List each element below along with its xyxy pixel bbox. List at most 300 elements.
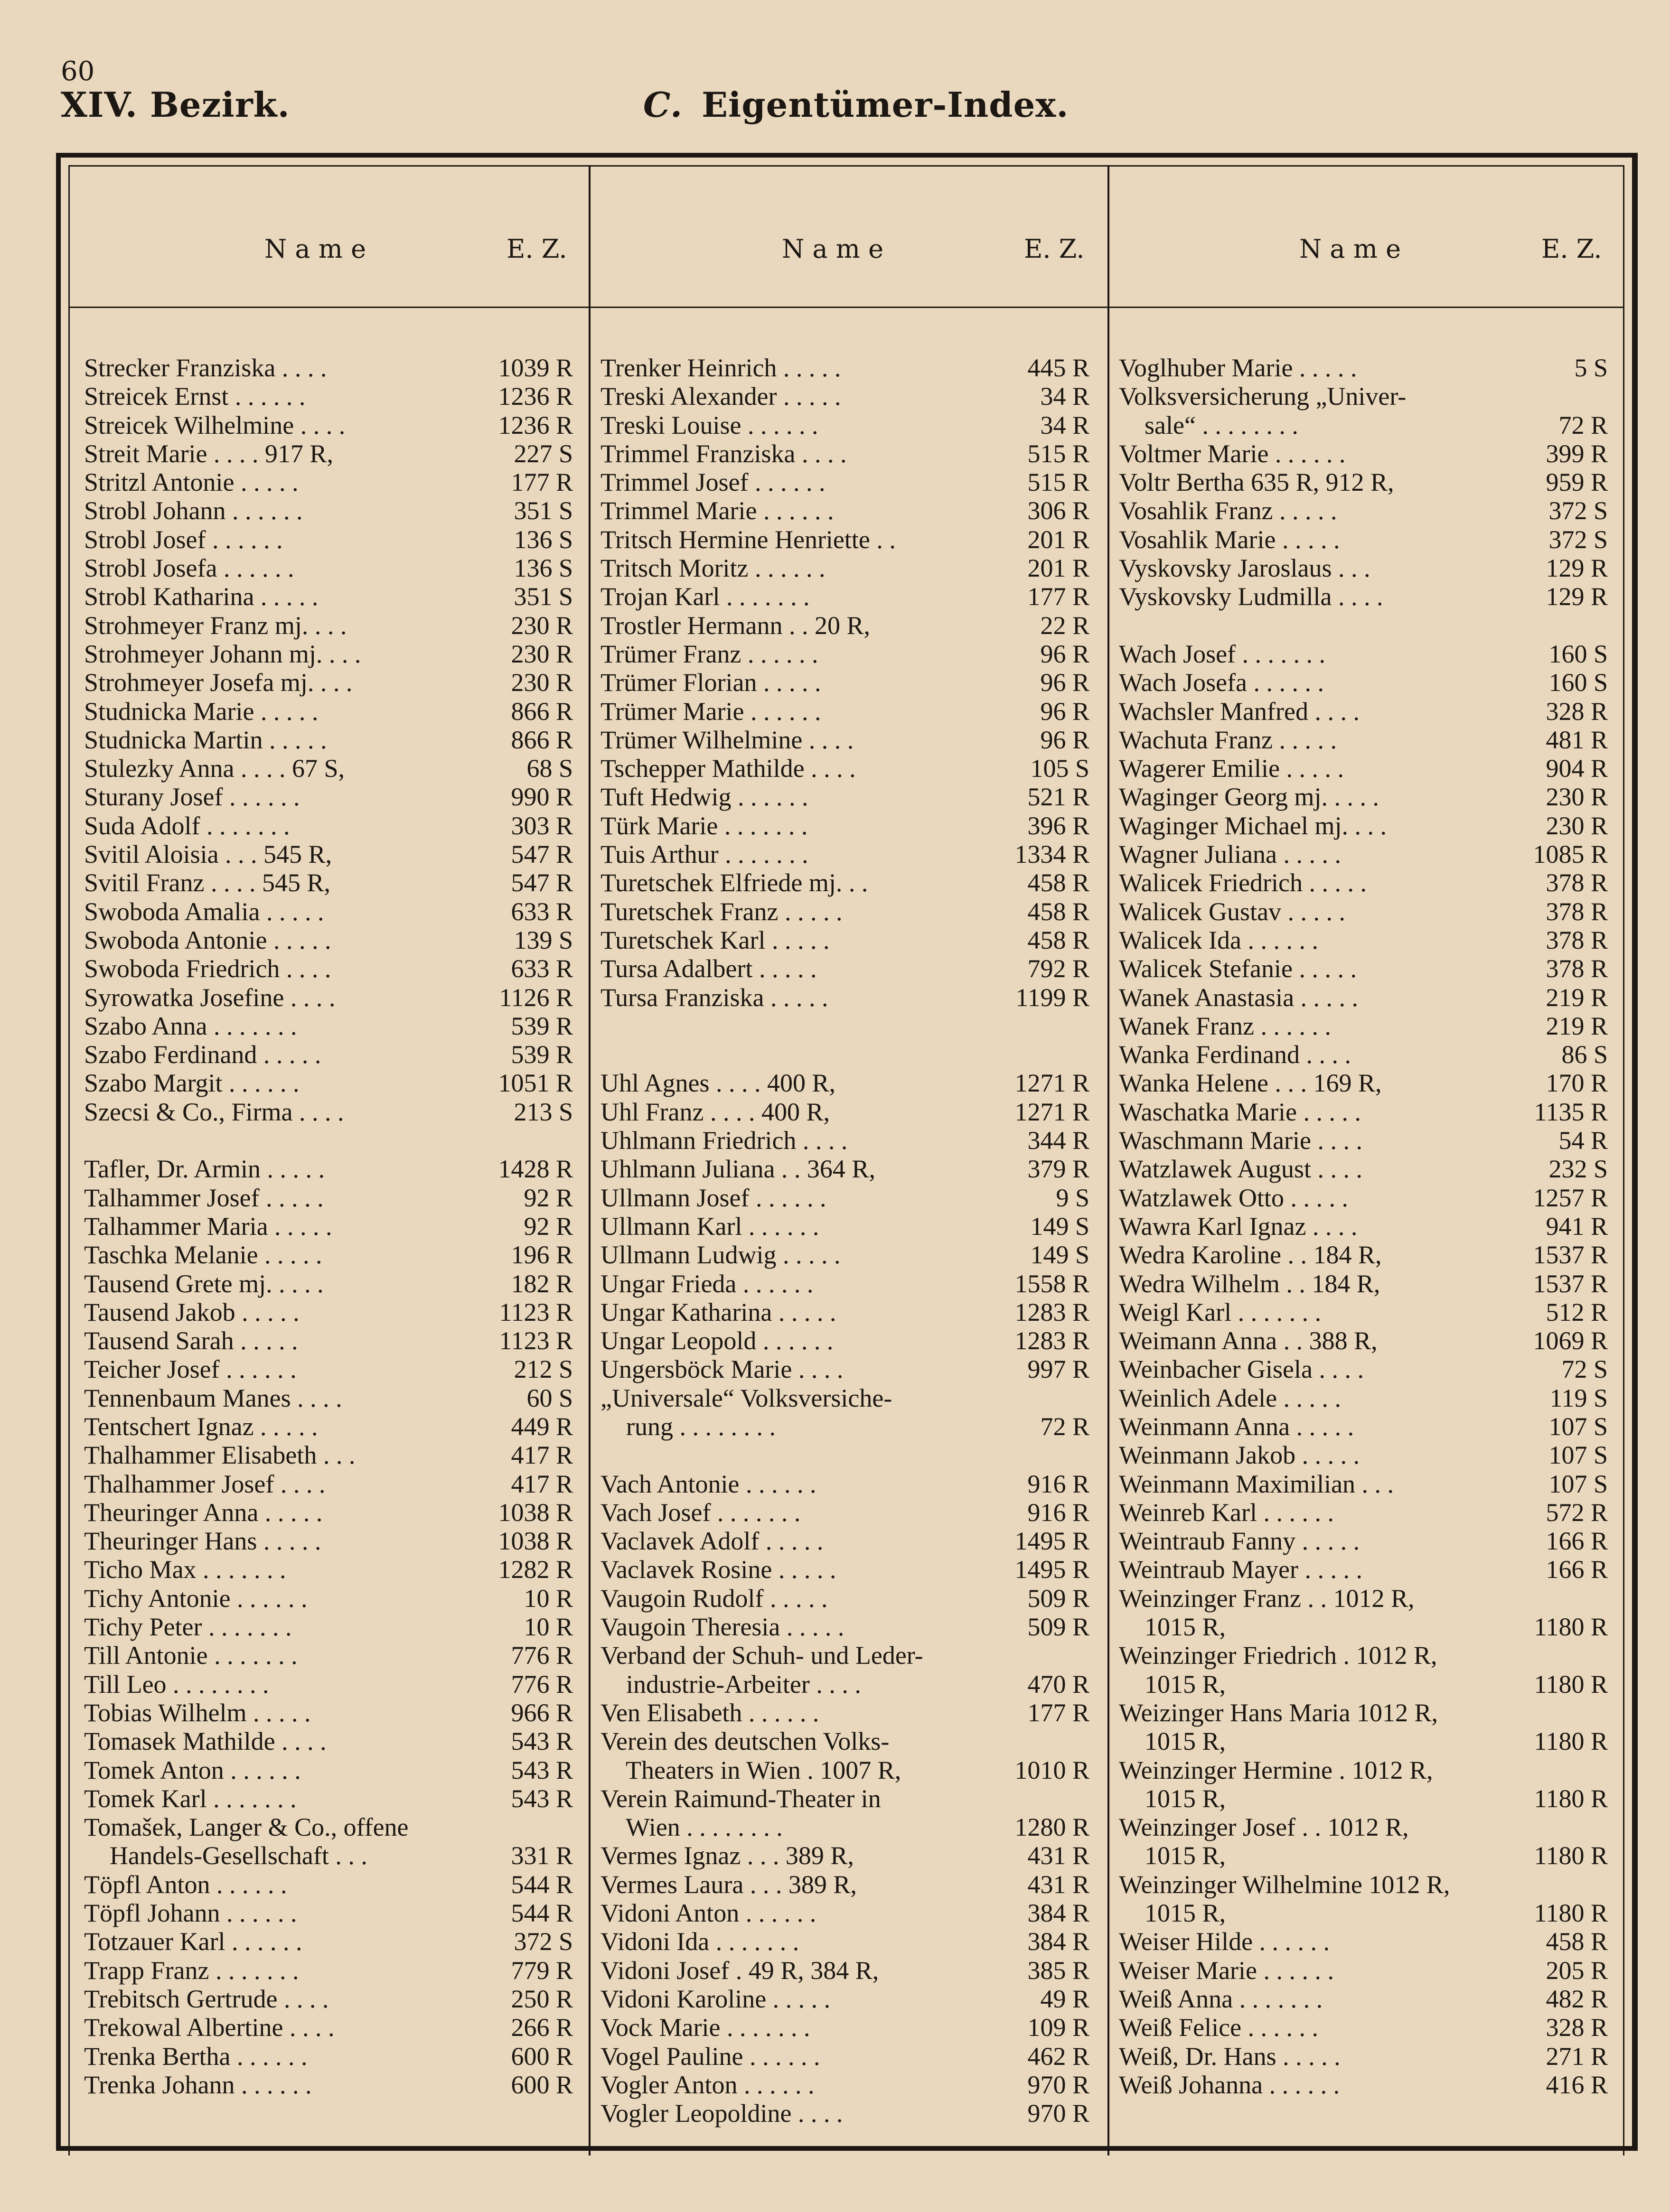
index-entry <box>1119 1098 1608 1126</box>
entry-name: Tomasek Mathilde . . . . <box>84 1727 327 1756</box>
entry-name: Ungersböck Marie . . . . <box>600 1355 844 1384</box>
entry-name: Weinreb Karl . . . . . . <box>1119 1498 1334 1527</box>
index-entry <box>1119 783 1608 811</box>
index-entry <box>600 983 1089 1012</box>
entry-ez: 1537 R <box>1533 1269 1608 1298</box>
index-entry <box>1119 1126 1608 1155</box>
entry-ez: 22 R <box>1040 611 1089 640</box>
entry-name: Weinzinger Friedrich . 1012 R, <box>1119 1641 1437 1670</box>
entry-ez: 1051 R <box>498 1069 573 1098</box>
entry-ez: 68 S <box>526 754 573 783</box>
entry-name: Ungar Katharina . . . . . <box>600 1297 836 1326</box>
entry-ez: 166 R <box>1546 1527 1608 1556</box>
entry-ez: 458 R <box>1027 897 1089 926</box>
index-entry <box>1119 1040 1608 1069</box>
entry-ez: 1038 R <box>498 1498 573 1527</box>
index-entry <box>1119 1298 1608 1326</box>
entry-ez: 136 S <box>514 554 573 583</box>
entry-name: Vidoni Josef . 49 R, 384 R, <box>600 1956 879 1985</box>
index-entry <box>84 1441 573 1469</box>
index-entry <box>1119 1269 1608 1298</box>
entry-name: Swoboda Antonie . . . . . <box>84 925 331 954</box>
entry-name: „Universale“ Volksversiche- <box>600 1383 892 1412</box>
entry-ez: 1537 R <box>1533 1241 1608 1269</box>
index-entry <box>600 2013 1089 2042</box>
column-divider-2 <box>1107 167 1109 2156</box>
entry-name: Volksversicherung „Univer- <box>1119 382 1407 411</box>
entry-name: Trojan Karl . . . . . . . <box>600 582 810 611</box>
index-entry <box>1119 1784 1608 1813</box>
entry-ez: 509 R <box>1027 1584 1089 1613</box>
index-entry <box>1119 812 1608 840</box>
entry-name: Vyskovsky Jaroslaus . . . <box>1119 554 1370 583</box>
index-entry <box>600 1184 1089 1212</box>
entry-ez: 213 S <box>514 1097 573 1126</box>
index-entry <box>600 640 1089 668</box>
index-entry <box>600 1899 1089 1927</box>
index-entry <box>600 668 1089 697</box>
entry-name: Weinzinger Josef . . 1012 R, <box>1119 1813 1409 1842</box>
entry-name: Tomašek, Langer & Co., offene <box>84 1813 409 1842</box>
entry-ez: 129 R <box>1546 582 1608 611</box>
index-entry <box>600 1441 1089 1469</box>
index-entry <box>84 1956 573 1985</box>
index-entry <box>84 1727 573 1755</box>
index-entry <box>1119 1727 1608 1755</box>
entry-name: Vosahlik Marie . . . . . <box>1119 525 1340 554</box>
index-entry <box>600 726 1089 754</box>
entry-name: Wach Josef . . . . . . . <box>1119 639 1326 668</box>
entry-name: 1015 R, <box>1119 1841 1226 1870</box>
entry-ez: 1180 R <box>1534 1670 1608 1699</box>
entry-ez: 177 R <box>1027 582 1089 611</box>
index-entry <box>1119 2071 1608 2099</box>
entry-name: Vock Marie . . . . . . . <box>600 2013 810 2042</box>
entry-ez: 219 R <box>1546 983 1608 1012</box>
entry-ez: 166 R <box>1546 1555 1608 1584</box>
entry-name: Wachuta Franz . . . . . <box>1119 725 1337 754</box>
entry-name: Weiß, Dr. Hans . . . . . <box>1119 2042 1341 2071</box>
index-entry <box>1119 868 1608 897</box>
entry-ez: 34 R <box>1040 411 1089 439</box>
entry-ez: 306 R <box>1027 496 1089 525</box>
entry-name: Trebitsch Gertrude . . . . <box>84 1984 329 2013</box>
index-entry <box>600 354 1089 382</box>
entry-name: Tomek Anton . . . . . . <box>84 1755 301 1784</box>
entry-ez: 230 R <box>511 611 573 640</box>
index-entry <box>600 1098 1089 1126</box>
entry-ez: 105 S <box>1030 754 1089 783</box>
entry-ez: 399 R <box>1546 439 1608 468</box>
entry-name: Walicek Stefanie . . . . . <box>1119 954 1357 983</box>
entry-ez: 96 R <box>1040 639 1089 668</box>
entry-ez: 72 R <box>1040 1412 1089 1441</box>
index-entry <box>1119 1584 1608 1613</box>
index-entry <box>84 1098 573 1126</box>
index-entry <box>1119 1069 1608 1097</box>
col1-ez-header: E. Z. <box>507 234 567 264</box>
index-entry <box>1119 2013 1608 2042</box>
entry-ez: 396 R <box>1027 811 1089 840</box>
entry-name: Weizinger Hans Maria 1012 R, <box>1119 1698 1438 1727</box>
entry-name: Tentschert Ignaz . . . . . <box>84 1412 318 1441</box>
entry-name: Verein des deutschen Volks- <box>600 1727 890 1756</box>
index-entry <box>1119 1241 1608 1269</box>
entry-ez: 1199 R <box>1015 983 1089 1012</box>
index-entry <box>1119 1155 1608 1183</box>
index-entry <box>600 1927 1089 1956</box>
entry-name: Trenka Johann . . . . . . <box>84 2070 312 2099</box>
entry-ez: 1039 R <box>498 354 573 382</box>
entry-ez: 129 R <box>1546 554 1608 583</box>
index-entry <box>1119 668 1608 697</box>
index-entry <box>84 1498 573 1527</box>
entry-name: Töpfl Johann . . . . . . <box>84 1899 297 1928</box>
entry-name: Theaters in Wien . 1007 R, <box>600 1755 901 1784</box>
index-entry <box>84 668 573 697</box>
entry-name: sale“ . . . . . . . . <box>1119 411 1298 439</box>
index-entry <box>600 1985 1089 2013</box>
entry-name: Stulezky Anna . . . . 67 S, <box>84 754 345 783</box>
entry-ez: 378 R <box>1546 868 1608 897</box>
entry-ez: 160 S <box>1548 668 1608 697</box>
index-entry <box>84 468 573 496</box>
entry-ez: 384 R <box>1027 1899 1089 1928</box>
index-entry <box>1119 1498 1608 1527</box>
entry-ez: 1180 R <box>1534 1784 1608 1813</box>
index-column-3 <box>1119 354 1608 2099</box>
index-entry <box>600 611 1089 640</box>
entry-name: Talhammer Josef . . . . . <box>84 1183 324 1212</box>
entry-ez: 1283 R <box>1014 1326 1089 1355</box>
index-entry <box>84 783 573 811</box>
entry-ez: 10 R <box>524 1613 573 1642</box>
index-entry <box>600 1384 1089 1412</box>
entry-name: Ullmann Josef . . . . . . <box>600 1183 826 1212</box>
index-entry <box>600 411 1089 439</box>
index-entry <box>1119 1412 1608 1441</box>
index-entry <box>600 1670 1089 1699</box>
district-heading: XIV. Bezirk. <box>61 84 290 125</box>
entry-ez: 1180 R <box>1534 1613 1608 1642</box>
entry-ez: 230 R <box>1546 811 1608 840</box>
index-entry <box>84 1298 573 1326</box>
col2-name-header: N a m e <box>782 234 884 264</box>
entry-ez: 1180 R <box>1534 1841 1608 1870</box>
index-entry <box>84 640 573 668</box>
entry-name: Vyskovsky Ludmilla . . . . <box>1119 582 1383 611</box>
entry-ez: 431 R <box>1027 1870 1089 1899</box>
entry-ez: 72 R <box>1558 411 1608 439</box>
entry-name: Weiser Marie . . . . . . <box>1119 1956 1334 1985</box>
entry-ez: 372 S <box>1548 496 1608 525</box>
entry-name: Weinzinger Wilhelmine 1012 R, <box>1119 1870 1450 1899</box>
index-entry <box>84 1212 573 1241</box>
index-entry <box>600 1870 1089 1899</box>
index-entry <box>84 496 573 525</box>
index-entry <box>1119 983 1608 1012</box>
index-entry <box>1119 1527 1608 1555</box>
section-heading <box>643 84 1069 125</box>
index-entry <box>1119 954 1608 983</box>
entry-ez: 1085 R <box>1533 840 1608 869</box>
index-entry <box>600 1613 1089 1641</box>
entry-ez: 515 R <box>1027 468 1089 497</box>
index-entry <box>600 2099 1089 2128</box>
entry-ez: 509 R <box>1027 1613 1089 1642</box>
entry-ez: 96 R <box>1040 668 1089 697</box>
index-entry <box>84 1641 573 1670</box>
entry-ez: 543 R <box>511 1755 573 1784</box>
index-entry <box>1119 897 1608 926</box>
entry-name: Trimmel Josef . . . . . . <box>600 468 826 497</box>
entry-name: Theuringer Anna . . . . . <box>84 1498 323 1527</box>
index-entry <box>600 1498 1089 1527</box>
index-entry <box>600 525 1089 554</box>
entry-ez: 139 S <box>514 925 573 954</box>
col1-name-header: N a m e <box>264 234 366 264</box>
index-entry <box>1119 582 1608 611</box>
entry-ez: 177 R <box>1027 1698 1089 1727</box>
entry-name: Strohmeyer Franz mj. . . . <box>84 611 347 640</box>
index-entry <box>84 2013 573 2042</box>
entry-name: Türk Marie . . . . . . . <box>600 811 808 840</box>
entry-name: Vermes Ignaz . . . 389 R, <box>600 1841 854 1870</box>
index-entry <box>84 2042 573 2071</box>
entry-name: Streit Marie . . . . 917 R, <box>84 439 333 468</box>
entry-ez: 792 R <box>1027 954 1089 983</box>
entry-ez: 107 S <box>1548 1412 1608 1441</box>
entry-name: Vach Josef . . . . . . . <box>600 1498 801 1527</box>
entry-ez: 866 R <box>511 697 573 726</box>
entry-name: 1015 R, <box>1119 1784 1226 1813</box>
entry-ez: 1280 R <box>1014 1813 1089 1842</box>
entry-name: Thalhammer Elisabeth . . . <box>84 1441 356 1470</box>
index-entry <box>1119 1355 1608 1383</box>
entry-name: Trapp Franz . . . . . . . <box>84 1956 299 1985</box>
entry-name: Weigl Karl . . . . . . . <box>1119 1297 1322 1326</box>
entry-name: Stritzl Antonie . . . . . <box>84 468 299 497</box>
index-entry <box>1119 1555 1608 1584</box>
entry-ez: 34 R <box>1040 382 1089 411</box>
index-entry <box>84 812 573 840</box>
entry-ez: 959 R <box>1546 468 1608 497</box>
index-entry <box>1119 2042 1608 2071</box>
index-entry <box>84 439 573 468</box>
index-entry <box>84 1899 573 1927</box>
entry-ez: 149 S <box>1030 1212 1089 1241</box>
entry-name: Ven Elisabeth . . . . . . <box>600 1698 819 1727</box>
entry-ez: 212 S <box>514 1355 573 1384</box>
index-entry <box>84 1613 573 1641</box>
entry-name: Treski Louise . . . . . . <box>600 411 818 439</box>
entry-name: Wagner Juliana . . . . . <box>1119 840 1342 869</box>
entry-name: Vidoni Anton . . . . . . <box>600 1899 816 1928</box>
entry-name: Weinzinger Franz . . 1012 R, <box>1119 1584 1415 1613</box>
entry-ez: 107 S <box>1548 1441 1608 1470</box>
index-entry <box>84 382 573 411</box>
index-entry <box>84 1584 573 1613</box>
entry-ez: 1282 R <box>498 1555 573 1584</box>
index-entry <box>600 1756 1089 1784</box>
entry-name: Ungar Frieda . . . . . . <box>600 1269 814 1298</box>
entry-ez: 1334 R <box>1014 840 1089 869</box>
entry-name: 1015 R, <box>1119 1727 1226 1756</box>
index-entry <box>600 783 1089 811</box>
index-entry <box>600 2042 1089 2071</box>
entry-ez: 941 R <box>1546 1212 1608 1241</box>
entry-ez: 600 R <box>511 2070 573 2099</box>
entry-name: Tschepper Mathilde . . . . <box>600 754 856 783</box>
index-entry <box>84 411 573 439</box>
index-entry <box>1119 554 1608 582</box>
entry-name: Trümer Florian . . . . . <box>600 668 821 697</box>
index-entry <box>1119 754 1608 783</box>
entry-name: Trenker Heinrich . . . . . <box>600 354 841 382</box>
entry-ez: 160 S <box>1548 639 1608 668</box>
entry-name: Weintraub Mayer . . . . . <box>1119 1555 1362 1584</box>
entry-name: Till Leo . . . . . . . . <box>84 1670 269 1699</box>
entry-name: Voglhuber Marie . . . . . <box>1119 354 1357 382</box>
index-entry <box>84 1813 573 1841</box>
entry-ez: 1236 R <box>498 411 573 439</box>
entry-ez: 1271 R <box>1014 1097 1089 1126</box>
index-entry <box>1119 1756 1608 1784</box>
entry-name: Uhlmann Friedrich . . . . <box>600 1126 848 1155</box>
entry-name: Wagerer Emilie . . . . . <box>1119 754 1344 783</box>
entry-ez: 271 R <box>1546 2042 1608 2071</box>
entry-ez: 351 S <box>514 582 573 611</box>
entry-name: Svitil Franz . . . . 545 R, <box>84 868 331 897</box>
index-entry <box>600 1269 1089 1298</box>
index-entry <box>1119 726 1608 754</box>
entry-ez: 481 R <box>1546 725 1608 754</box>
entry-ez: 378 R <box>1546 897 1608 926</box>
entry-ez: 331 R <box>511 1841 573 1870</box>
index-entry <box>84 1412 573 1441</box>
entry-name: Trostler Hermann . . 20 R, <box>600 611 870 640</box>
entry-ez: 219 R <box>1546 1011 1608 1040</box>
entry-ez: 1283 R <box>1014 1297 1089 1326</box>
entry-name: Strobl Johann . . . . . . <box>84 496 303 525</box>
entry-ez: 547 R <box>511 840 573 869</box>
entry-ez: 266 R <box>511 2013 573 2042</box>
entry-ez: 230 R <box>511 668 573 697</box>
entry-name: Weintraub Fanny . . . . . <box>1119 1527 1360 1556</box>
entry-name: Wanka Ferdinand . . . . <box>1119 1040 1351 1069</box>
entry-ez: 458 R <box>1027 925 1089 954</box>
entry-name: Verein Raimund-Theater in <box>600 1784 881 1813</box>
index-entry <box>1119 1326 1608 1355</box>
entry-name: Syrowatka Josefine . . . . <box>84 983 336 1012</box>
index-entry <box>84 1326 573 1355</box>
entry-ez: 539 R <box>511 1011 573 1040</box>
entry-name: Vaugoin Rudolf . . . . . <box>600 1584 828 1613</box>
index-entry <box>84 1269 573 1298</box>
entry-ez: 1180 R <box>1534 1899 1608 1928</box>
index-entry <box>1119 611 1608 640</box>
index-entry <box>1119 1641 1608 1670</box>
entry-ez: 521 R <box>1027 783 1089 812</box>
entry-name: Weinmann Jakob . . . . . <box>1119 1441 1360 1470</box>
entry-ez: 470 R <box>1027 1670 1089 1699</box>
entry-name: Weiß Johanna . . . . . . <box>1119 2070 1340 2099</box>
entry-ez: 230 R <box>1546 783 1608 812</box>
index-entry <box>84 554 573 582</box>
index-entry <box>84 582 573 611</box>
entry-name: Strohmeyer Josefa mj. . . . <box>84 668 353 697</box>
entry-name: Szabo Margit . . . . . . <box>84 1069 300 1098</box>
entry-ez: 1257 R <box>1533 1183 1608 1212</box>
entry-name: Wach Josefa . . . . . . <box>1119 668 1324 697</box>
entry-ez: 149 S <box>1030 1241 1089 1269</box>
entry-ez: 458 R <box>1546 1927 1608 1956</box>
entry-ez: 512 R <box>1546 1297 1608 1326</box>
entry-ez: 328 R <box>1546 2013 1608 2042</box>
entry-ez: 372 S <box>1548 525 1608 554</box>
col2-ez-header: E. Z. <box>1024 234 1085 264</box>
index-column-1 <box>84 354 573 2099</box>
index-entry <box>84 525 573 554</box>
entry-ez: 416 R <box>1546 2070 1608 2099</box>
entry-name: Vidoni Karoline . . . . . <box>600 1984 831 2013</box>
index-entry <box>84 1784 573 1813</box>
entry-name: Vosahlik Franz . . . . . <box>1119 496 1337 525</box>
entry-name: Watzlawek Otto . . . . . <box>1119 1183 1349 1212</box>
index-entry <box>600 582 1089 611</box>
entry-ez: 445 R <box>1027 354 1089 382</box>
entry-name: Uhl Agnes . . . . 400 R, <box>600 1069 836 1098</box>
entry-name: Tuft Hedwig . . . . . . <box>600 783 808 812</box>
entry-name: Weiß Anna . . . . . . . <box>1119 1984 1323 2013</box>
entry-name: Wedra Wilhelm . . 184 R, <box>1119 1269 1380 1298</box>
entry-name: Teicher Josef . . . . . . <box>84 1355 297 1384</box>
index-entry <box>1119 926 1608 954</box>
entry-name: Wanek Anastasia . . . . . <box>1119 983 1359 1012</box>
entry-name: Totzauer Karl . . . . . . <box>84 1927 302 1956</box>
entry-ez: 177 R <box>511 468 573 497</box>
index-entry <box>1119 840 1608 868</box>
entry-name: Tafler, Dr. Armin . . . . . <box>84 1155 325 1184</box>
entry-ez: 866 R <box>511 725 573 754</box>
index-entry <box>1119 640 1608 668</box>
entry-ez: 482 R <box>1546 1984 1608 2013</box>
entry-ez: 458 R <box>1027 868 1089 897</box>
entry-ez: 1428 R <box>498 1155 573 1184</box>
index-entry <box>84 983 573 1012</box>
entry-ez: 49 R <box>1040 1984 1089 2013</box>
entry-ez: 1495 R <box>1014 1527 1089 1556</box>
entry-ez: 385 R <box>1027 1956 1089 1985</box>
index-entry <box>600 897 1089 926</box>
entry-name: Walicek Ida . . . . . . <box>1119 925 1319 954</box>
entry-ez: 201 R <box>1027 525 1089 554</box>
entry-ez: 1126 R <box>499 983 573 1012</box>
index-entry <box>600 1699 1089 1727</box>
entry-name: Trekowal Albertine . . . . <box>84 2013 335 2042</box>
entry-name: Studnicka Martin . . . . . <box>84 725 327 754</box>
index-entry <box>84 754 573 783</box>
index-entry <box>84 1040 573 1069</box>
entry-ez: 966 R <box>511 1698 573 1727</box>
index-entry <box>84 1527 573 1555</box>
entry-name: Tritsch Hermine Henriette . . <box>600 525 896 554</box>
entry-name: Voltr Bertha 635 R, 912 R, <box>1119 468 1394 497</box>
entry-ez: 904 R <box>1546 754 1608 783</box>
entry-ez: 431 R <box>1027 1841 1089 1870</box>
entry-ez: 1271 R <box>1014 1069 1089 1098</box>
entry-name: Wien . . . . . . . . <box>600 1813 783 1842</box>
